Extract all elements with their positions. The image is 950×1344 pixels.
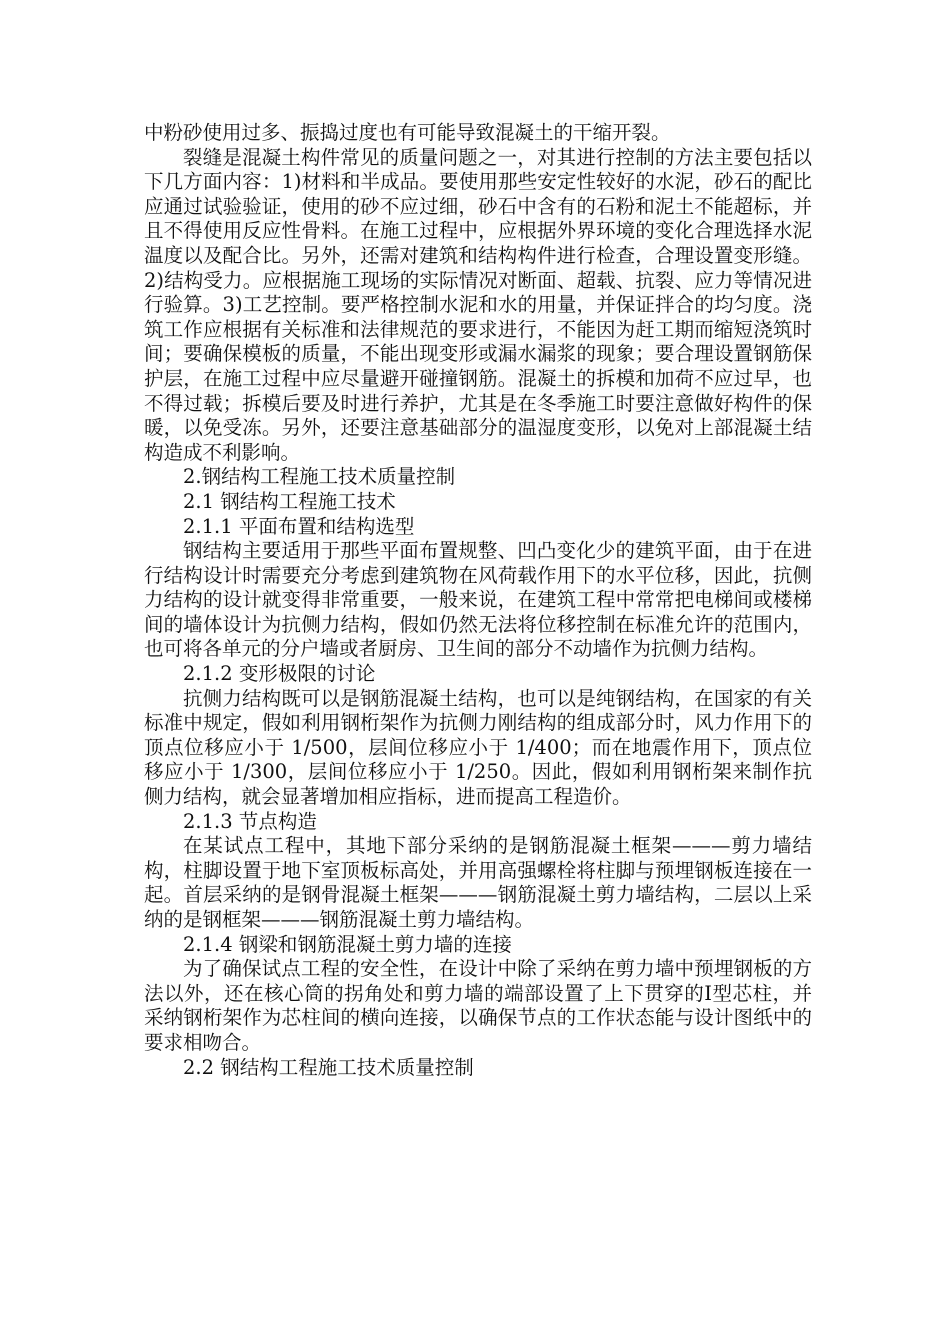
heading-section-2-1-3: 2.1.3 节点构造: [183, 809, 317, 833]
paragraph-node-construction: 在某试点工程中，其地下部分采纳的是钢筋混凝土框架———剪力墙结构，柱脚设置于地下室顶板标高处，并用高强螺栓将柱脚与预埋钢板连接在一起。首层采纳的是钢骨混凝土框架———钢筋混凝土剪力墙结构，二层以上采纳的是钢框架———钢筋混凝土剪力墙结构。: [144, 834, 812, 931]
heading-section-2-1-1: 2.1.1 平面布置和结构选型: [183, 514, 415, 538]
paragraph-layout-selection: 钢结构主要适用于那些平面布置规整、凹凸变化少的建筑平面，由于在进行结构设计时需要充分考虑到建筑物在风荷载作用下的水平位移，因此，抗侧力结构的设计就变得非常重要，一般来说，在建筑工程中常常把电梯间或楼梯间的墙体设计为抗侧力结构，假如仍然无法将位移控制在标准允许的范围内，也可将各单元的分户墙或者厨房、卫生间的部分不动墙作为抗侧力结构。: [144, 539, 812, 661]
paragraph-deformation-limits: 抗侧力结构既可以是钢筋混凝土结构，也可以是纯钢结构，在国家的有关标准中规定，假如利用钢桁架作为抗侧力刚结构的组成部分时，风力作用下的顶点位移应小于 1/500，层间位移应小于 1/400；而在地震作用下，顶点位移应小于 1/300，层间位移应小于 1/250。因此，假如利用钢桁架来制作抗侧力结构，就会显著增加相应指标，进而提高工程造价。: [144, 686, 812, 809]
paragraph-crack-causes-end: 中粉砂使用过多、振捣过度也有可能导致混凝土的干缩开裂。: [144, 121, 671, 144]
heading-section-2-1: 2.1 钢结构工程施工技术: [183, 489, 396, 513]
heading-section-2-1-4: 2.1.4 钢梁和钢筋混凝土剪力墙的连接: [183, 932, 512, 956]
paragraph-crack-control: 裂缝是混凝土构件常见的质量问题之一，对其进行控制的方法主要包括以下几方面内容：1)材料和半成品。要使用那些安定性较好的水泥，砂石的配比应通过试验验证，使用的砂不应过细，砂石中含有的石粉和泥土不能超标，并且不得使用反应性骨料。在施工过程中，应根据外界环境的变化合理选择水泥温度以及配合比。另外，还需对建筑和结构构件进行检查，合理设置变形缝。2)结构受力。应根据施工现场的实际情况对断面、超载、抗裂、应力等情况进行验算。3)工艺控制。要严格控制水泥和水的用量，并保证拌合的均匀度。浇筑工作应根据有关标准和法律规范的要求进行，不能因为赶工期而缩短浇筑时间；要确保模板的质量，不能出现变形或漏水漏浆的现象；要合理设置钢筋保护层，在施工过程中应尽量避开碰撞钢筋。混凝土的拆模和加荷不应过早，也不得过载；拆模后要及时进行养护，尤其是在冬季施工时要注意做好构件的保暖，以免受冻。另外，还要注意基础部分的温湿度变形，以免对上部混凝土结构造成不利影响。: [144, 145, 812, 464]
heading-section-2: 2.钢结构工程施工技术质量控制: [183, 465, 456, 489]
document-page: [144, 121, 812, 1080]
heading-section-2-2: 2.2 钢结构工程施工技术质量控制: [183, 1055, 474, 1079]
paragraph-beam-wall-connection: 为了确保试点工程的安全性，在设计中除了采纳在剪力墙中预埋钢板的方法以外，还在核心筒的拐角处和剪力墙的端部设置了上下贯穿的Ⅰ型芯柱，并采纳钢桁架作为芯柱间的横向连接，以确保节点的工作状态能与设计图纸中的要求相吻合。: [144, 957, 812, 1054]
heading-section-2-1-2: 2.1.2 变形极限的讨论: [183, 662, 376, 686]
